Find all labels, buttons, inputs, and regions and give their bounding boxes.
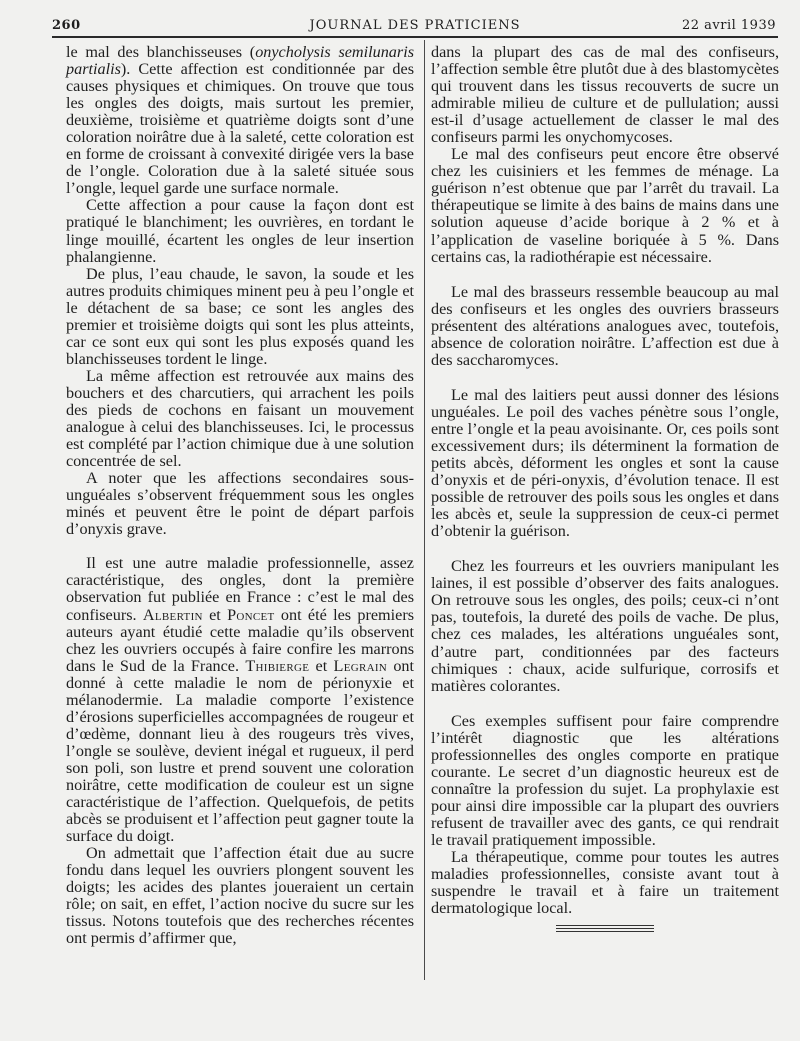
right-column bbox=[431, 44, 779, 934]
latin-term: onycholysis semilunaris partialis bbox=[66, 43, 414, 79]
author-name: Albertin bbox=[142, 605, 203, 624]
author-name: Thibierge bbox=[245, 656, 310, 675]
journal-title: JOURNAL DES PRATICIENS bbox=[309, 18, 521, 33]
paragraph: Le mal des brasseurs ressemble beaucoup au mal des confiseurs et les ongles des ouvriers brasseurs présentent des altérations analogues avec, toutefois, absence de coloration noirâtre. L’affection est due à des saccharomyces. bbox=[431, 282, 779, 369]
header-rule bbox=[52, 36, 778, 38]
left-column bbox=[66, 44, 414, 947]
paragraph: On admettait que l’affection était due au sucre fondu dans lequel les ouvriers plongent souvent les doigts; les acides des plantes joueraient un certain rôle; on sait, en effet, l’action nocive du sucre sur les tissus. Notons toutefois que des recherches récentes ont permis d’affirmer que, bbox=[66, 844, 414, 948]
paragraph: Ces exemples suffisent pour faire comprendre l’intérêt diagnostic que les altérations professionnelles des ongles comporte en pratique courante. Le secret d’un diagnostic heureux est de connaître la profession du sujet. La prophylaxie est pour ainsi dire impossible car la plupart des ouvriers refusent de travailler avec des gants, ce qui rendrait le travail pratiquement impossible. bbox=[431, 711, 779, 849]
paragraph: Le mal des confiseurs peut encore être observé chez les cuisiniers et les femmes de ménage. La guérison n’est obtenue que par l’arrêt du travail. La thérapeutique se limite à des bains de mains dans une solution aqueuse d’acide borique à 2 % et à l’application de vaseline boriquée à 5 %. Dans certains cas, la radiothérapie est nécessaire. bbox=[431, 145, 779, 266]
paragraph: Cette affection a pour cause la façon dont est pratiqué le blanchiment; les ouvrières, en tordant le linge mouillé, écartent les ongles de leur insertion phalangienne. bbox=[66, 196, 414, 266]
column-divider bbox=[424, 40, 425, 980]
page-header bbox=[52, 14, 778, 36]
paragraph: A noter que les affections secondaires sous-unguéales s’observent fréquemment sous les ongles minés et peuvent être le point de départ parfois d’onyxis grave. bbox=[66, 469, 414, 539]
paragraph: De plus, l’eau chaude, le savon, la soude et les autres produits chimiques minent peu à peu l’ongle et le détachent de sa base; ce sont les angles des premier et troisième doigts qui sont les plus atteints, car ce sont eux qui sont les plus exposés quand les blanchisseuses tordent le linge. bbox=[66, 264, 414, 368]
author-name: Poncet bbox=[227, 605, 275, 624]
paragraph: La même affection est retrouvée aux mains des bouchers et des charcutiers, qui arrachent les poils des pieds de cochons en faisant un mouvement analogue à celui des blanchisseuses. Ici, le processus est complété par l’action chimique due à une solution concentrée de sel. bbox=[66, 366, 414, 471]
paragraph: La thérapeutique, comme pour toutes les autres maladies professionnelles, consiste avant tout à suspendre le travail et à faire un traitement dermatologique local. bbox=[431, 848, 779, 918]
page-number: 260 bbox=[52, 18, 81, 33]
author-name: Legrain bbox=[333, 656, 388, 675]
paragraph: Chez les fourreurs et les ouvriers manipulant les laines, il est possible d’observer des faits analogues. On retrouve sous les ongles, des poils; ceux-ci n’ont pas, toutefois, la dureté des poils de vache. De plus, chez ces malades, les altérations unguéales sont, d’autre part, conditionnées par des facteurs chimiques : chaux, acide sulfurique, corrosifs et matières colorantes. bbox=[431, 557, 779, 695]
paragraph: Le mal des laitiers peut aussi donner des lésions unguéales. Le poil des vaches pénètre sous l’ongle, entre l’ongle et la peau avoisinante. Or, ces poils sont excessivement durs; ils déterminent la formation de petits abcès, déforment les ongles et sont la cause d’onyxis et de péri-onyxis, d’évolution tenace. Il est possible de retrouver des poils sous les ongles et dans les abcès et, seule la suppression de ceux-ci permet d’obtenir la guérison. bbox=[431, 385, 779, 541]
issue-date: 22 avril 1939 bbox=[681, 18, 776, 33]
paragraph: Il est une autre maladie professionnelle, assez caractéristique, des ongles, dont la première observation fut publiée en France : c’est le mal des confiseurs. Albertin et Poncet ont été les premiers auteurs ayant étudié cette maladie qu’ils observent chez les ouvriers occupés à faire confire les marrons dans le Sud de la France. Thibierge et Legrain ont donné à cette maladie le nom de périonyxie et mélanodermie. La maladie comporte l’existence d’érosions superficielles accompagnées de rougeur et d’œdème, donnant lieu à des rougeurs très vives, l’ongle se soulève, devient inégal et rugueux, il perd son poli, son lustre et prend souvent une coloration noirâtre, cette modification de couleur est un signe caractéristique de l’affection. Quelquefois, de petits abcès se produisent et l’affection peut gagner toute la surface du doigt. bbox=[66, 554, 415, 846]
paragraph: le mal des blanchisseuses (onycholysis semilunaris partialis). Cette affection est conditionnée par des causes physiques et chimiques. On trouve que tous les ongles des doigts, mais surtout les premier, deuxième, troisième et quatrième doigts sont d’une coloration noirâtre due à la saleté, cette coloration est en forme de croissant à convexité dirigée vers la base de l’ongle. Coloration due à la saleté située sous l’ongle, lequel garde une surface normale. bbox=[66, 43, 414, 198]
end-of-article-rule bbox=[556, 925, 654, 932]
paragraph: dans la plupart des cas de mal des confiseurs, l’affection semble être plutôt due à des blastomycètes qui trouvent dans les tissus recouverts de sucre un admirable milieu de culture et de pullulation; aussi est-il d’usage actuellement de classer le mal des confiseurs parmi les onychomycoses. bbox=[431, 43, 779, 147]
